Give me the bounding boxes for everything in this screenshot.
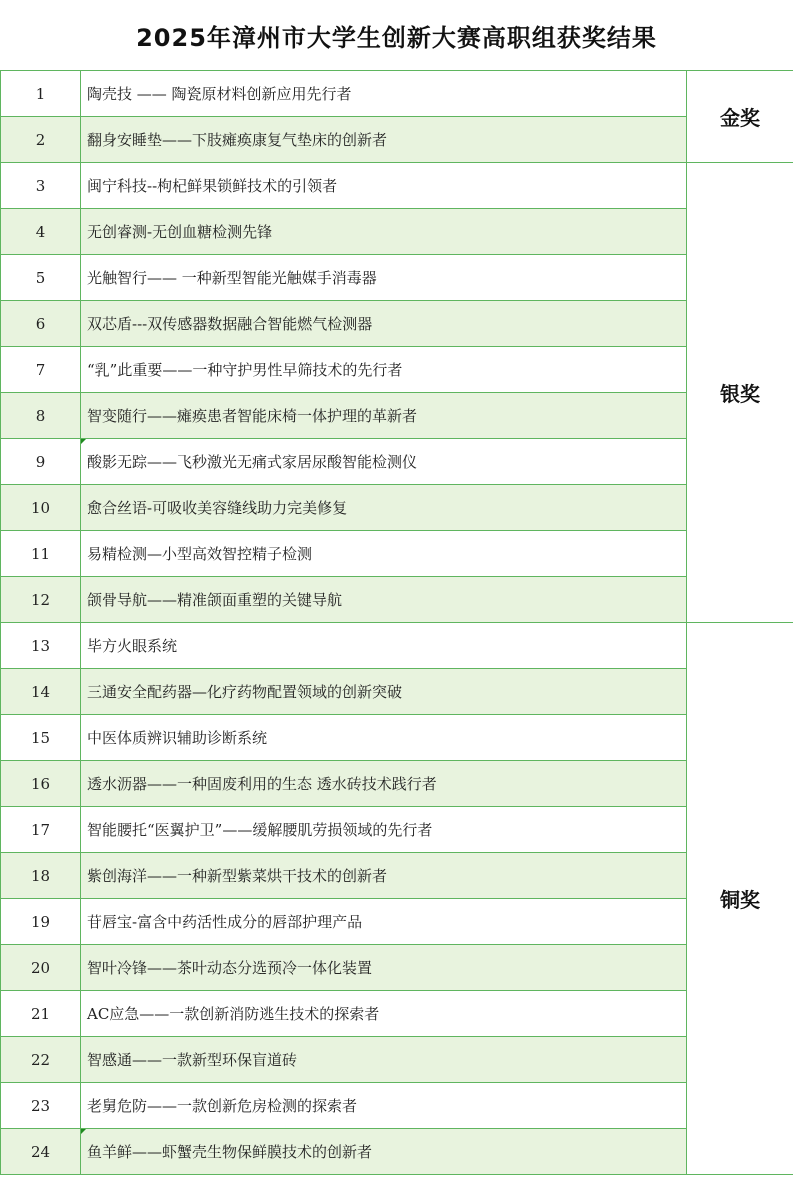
project-name[interactable]: 颌骨导航——精准颌面重塑的关键导航	[81, 577, 687, 623]
project-name[interactable]: 智能腰托“医翼护卫”——缓解腰肌劳损领域的先行者	[81, 807, 687, 853]
project-name[interactable]: 鱼羊鲜——虾蟹壳生物保鲜膜技术的创新者	[81, 1129, 687, 1175]
award-table	[0, 70, 793, 1175]
table-row	[1, 623, 793, 669]
table-row	[1, 71, 793, 117]
row-number[interactable]: 18	[1, 853, 81, 899]
table-row	[1, 485, 793, 531]
project-name[interactable]: 智叶冷锋——茶叶动态分选预冷一体化装置	[81, 945, 687, 991]
row-number[interactable]: 23	[1, 1083, 81, 1129]
project-name[interactable]: AC应急——一款创新消防逃生技术的探索者	[81, 991, 687, 1037]
row-number[interactable]: 12	[1, 577, 81, 623]
row-number[interactable]: 6	[1, 301, 81, 347]
project-name[interactable]: 愈合丝语-可吸收美容缝线助力完美修复	[81, 485, 687, 531]
row-number[interactable]: 15	[1, 715, 81, 761]
table-row	[1, 669, 793, 715]
table-row	[1, 117, 793, 163]
table-row	[1, 991, 793, 1037]
row-number[interactable]: 10	[1, 485, 81, 531]
table-row	[1, 393, 793, 439]
project-name[interactable]: 老舅危防——一款创新危房检测的探索者	[81, 1083, 687, 1129]
award-silver[interactable]: 银奖	[687, 163, 793, 623]
table-row	[1, 807, 793, 853]
table-row	[1, 163, 793, 209]
project-name[interactable]: 翻身安睡垫——下肢瘫痪康复气垫床的创新者	[81, 117, 687, 163]
project-name[interactable]: 三通安全配药器—化疗药物配置领域的创新突破	[81, 669, 687, 715]
row-number[interactable]: 8	[1, 393, 81, 439]
table-row	[1, 531, 793, 577]
row-number[interactable]: 21	[1, 991, 81, 1037]
row-number[interactable]: 5	[1, 255, 81, 301]
row-number[interactable]: 14	[1, 669, 81, 715]
table-row	[1, 945, 793, 991]
project-name[interactable]: 紫创海洋——一种新型紫菜烘干技术的创新者	[81, 853, 687, 899]
row-number[interactable]: 9	[1, 439, 81, 485]
row-number[interactable]: 20	[1, 945, 81, 991]
table-row	[1, 347, 793, 393]
table-row	[1, 209, 793, 255]
row-number[interactable]: 24	[1, 1129, 81, 1175]
row-number[interactable]: 2	[1, 117, 81, 163]
row-number[interactable]: 19	[1, 899, 81, 945]
table-row	[1, 439, 793, 485]
table-row	[1, 899, 793, 945]
project-name[interactable]: 智变随行——瘫痪患者智能床椅一体护理的革新者	[81, 393, 687, 439]
table-row	[1, 577, 793, 623]
award-gold[interactable]: 金奖	[687, 71, 793, 163]
row-number[interactable]: 4	[1, 209, 81, 255]
project-name[interactable]: 智感通——一款新型环保盲道砖	[81, 1037, 687, 1083]
row-number[interactable]: 16	[1, 761, 81, 807]
project-name[interactable]: 陶壳技 —— 陶瓷原材料创新应用先行者	[81, 71, 687, 117]
project-name[interactable]: 光触智行—— 一种新型智能光触媒手消毒器	[81, 255, 687, 301]
row-number[interactable]: 22	[1, 1037, 81, 1083]
project-name[interactable]: “乳”此重要——一种守护男性早筛技术的先行者	[81, 347, 687, 393]
table-row	[1, 853, 793, 899]
project-name[interactable]: 无创睿测-无创血糖检测先锋	[81, 209, 687, 255]
project-name[interactable]: 易精检测—小型高效智控精子检测	[81, 531, 687, 577]
row-number[interactable]: 13	[1, 623, 81, 669]
table-row	[1, 301, 793, 347]
page-title: 2025年漳州市大学生创新大赛高职组获奖结果	[136, 23, 657, 52]
project-name[interactable]: 双芯盾---双传感器数据融合智能燃气检测器	[81, 301, 687, 347]
project-name[interactable]: 苷唇宝-富含中药活性成分的唇部护理产品	[81, 899, 687, 945]
table-row	[1, 1129, 793, 1175]
row-number[interactable]: 7	[1, 347, 81, 393]
award-bronze[interactable]: 铜奖	[687, 623, 793, 1175]
row-number[interactable]: 1	[1, 71, 81, 117]
project-name[interactable]: 毕方火眼系统	[81, 623, 687, 669]
row-number[interactable]: 11	[1, 531, 81, 577]
project-name[interactable]: 中医体质辨识辅助诊断系统	[81, 715, 687, 761]
project-name[interactable]: 闽宁科技--枸杞鲜果锁鲜技术的引领者	[81, 163, 687, 209]
project-name[interactable]: 透水沥器——一种固废利用的生态 透水砖技术践行者	[81, 761, 687, 807]
project-name[interactable]: 酸影无踪——飞秒激光无痛式家居尿酸智能检测仪	[81, 439, 687, 485]
table-row	[1, 1037, 793, 1083]
table-row	[1, 1083, 793, 1129]
table-row	[1, 255, 793, 301]
table-row	[1, 761, 793, 807]
table-row	[1, 715, 793, 761]
row-number[interactable]: 3	[1, 163, 81, 209]
row-number[interactable]: 17	[1, 807, 81, 853]
